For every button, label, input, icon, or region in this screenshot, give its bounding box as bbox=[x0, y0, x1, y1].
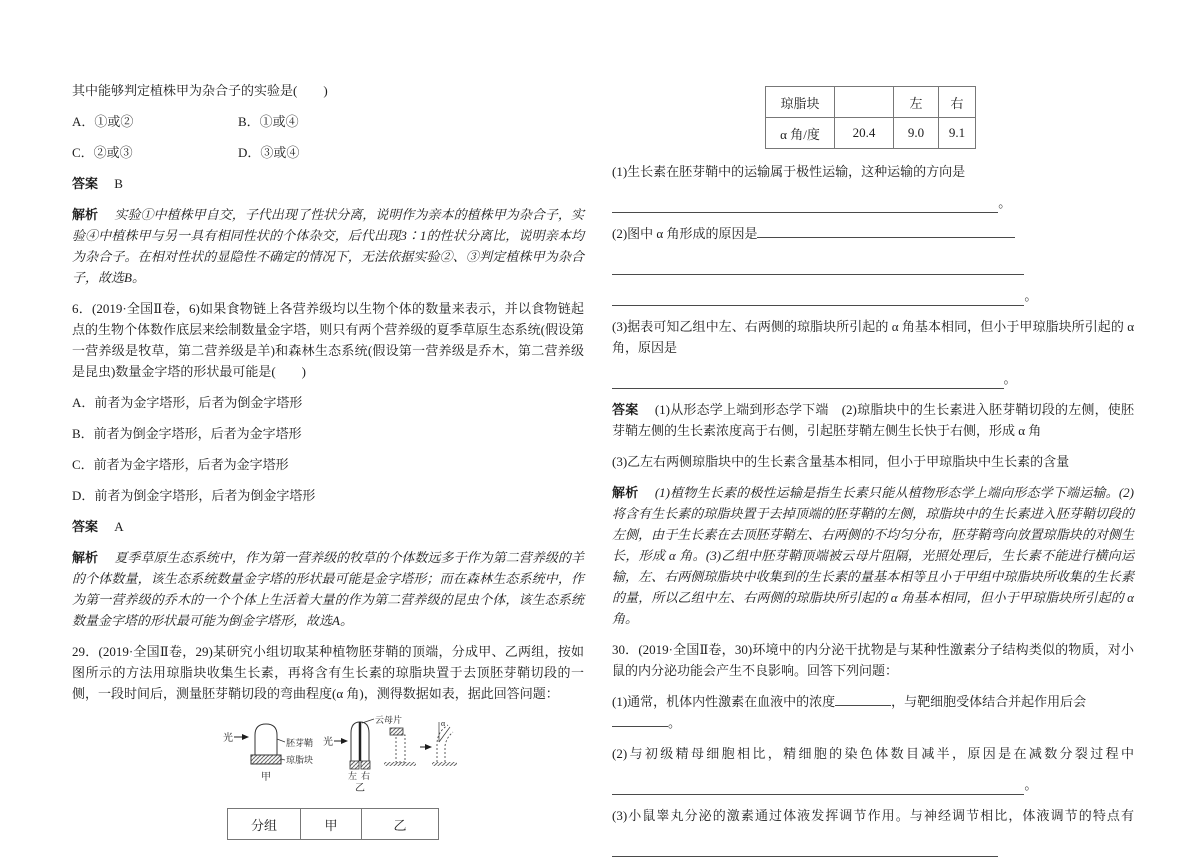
q6-option-d: D．前者为倒金字塔形，后者为倒金字塔形 bbox=[72, 488, 316, 503]
q5-stem: 其中能够判定植株甲为杂合子的实验是( ) bbox=[72, 83, 328, 98]
blank-period: 。 bbox=[1003, 371, 1017, 386]
q29-part2-blank-1 bbox=[612, 254, 1134, 275]
answer-blank-inline bbox=[612, 714, 668, 727]
q6-analysis bbox=[72, 547, 584, 631]
answer-blank-line bbox=[612, 191, 998, 213]
analysis-label: 解析 bbox=[72, 550, 99, 565]
agar-label: 琼脂块 bbox=[286, 755, 314, 765]
coleoptile-label: 胚芽鞘 bbox=[286, 738, 314, 748]
table-row bbox=[766, 118, 976, 149]
cell-value-right: 9.1 bbox=[939, 118, 976, 149]
cell-left: 左 bbox=[894, 87, 939, 118]
mica-label: 云母片 bbox=[375, 715, 403, 725]
answer-label: 答案 bbox=[612, 402, 639, 417]
light-label: 光 bbox=[323, 737, 333, 748]
blank-period: 。 bbox=[1024, 288, 1038, 303]
q29-analysis bbox=[612, 482, 1134, 629]
coleoptile-tip-shape bbox=[255, 724, 277, 755]
q6-answer bbox=[72, 516, 584, 537]
answer-blank-line bbox=[612, 835, 998, 857]
answer-blank-line bbox=[612, 773, 1024, 795]
light-label: 光 bbox=[223, 733, 233, 744]
answer-blank-line bbox=[612, 253, 1024, 275]
right-label: 右 bbox=[361, 771, 371, 781]
q29-part1-blank bbox=[612, 192, 1134, 213]
agar-angle-table bbox=[765, 86, 976, 149]
analysis-label: 解析 bbox=[612, 485, 639, 500]
q29-answer bbox=[612, 399, 1134, 441]
answer-value: B bbox=[114, 176, 123, 191]
answer-label: 答案 bbox=[72, 176, 99, 191]
cell-right: 右 bbox=[939, 87, 976, 118]
q29-part3-blank bbox=[612, 368, 1134, 389]
q29-part3-text: (3)据表可知乙组中左、右两侧的琼脂块所引起的 α 角基本相同，但小于甲琼脂块所引起的 α 角，原因是 bbox=[612, 319, 1134, 355]
cell-value-jia: 20.4 bbox=[835, 118, 894, 149]
right-column bbox=[612, 80, 1134, 867]
coleoptile-experiment-diagram bbox=[222, 714, 457, 794]
cell-empty bbox=[835, 87, 894, 118]
group-table-header-group: 分组 bbox=[228, 809, 301, 840]
answer-value: A bbox=[114, 519, 124, 534]
q30-part2-text: (2)与初级精母细胞相比，精细胞的染色体数目减半，原因是在减数分裂过程中 bbox=[612, 746, 1134, 761]
q30-part1: (1)通常，机体内性激素在血液中的浓度 ，与靶细胞受体结合并起作用后会。 bbox=[612, 694, 1087, 730]
q29-stem: 29．(2019·全国Ⅱ卷，29)某研究小组切取某种植物胚芽鞘的顶端，分成甲、乙两组，按如图所示的方法用琼脂块收集生长素，再将含有生长素的琼脂块置于去顶胚芽鞘切段的一侧，一段时间后，测量胚芽鞘切段的弯曲程度(α 角)，测得数据如表，据此回答问题： bbox=[72, 644, 584, 701]
q5-option-d: D．③或④ bbox=[238, 145, 300, 160]
group-table-header-jia: 甲 bbox=[301, 809, 362, 840]
q29-part2-blank-2 bbox=[612, 285, 1134, 306]
agar-block-right-shape bbox=[361, 761, 370, 769]
cut-coleoptile-shape bbox=[396, 735, 405, 762]
q5-option-b: B．①或④ bbox=[238, 114, 299, 129]
analysis-text: 实验①中植株甲自交，子代出现了性状分离，说明作为亲本的植株甲为杂合子，实验④中植株甲与另一具有相同性状的个体杂交，后代出现3∶1的性状分离比，说明亲本均为杂合子。在相对性状的显隐性不确定的情况下，无法依据实验②、③判定植株甲为杂合子，故选B。 bbox=[72, 207, 584, 285]
answer-text: (1)从形态学上端到形态学下端 (2)琼脂块中的生长素进入胚芽鞘切段的左侧，使胚芽鞘左侧的生长素浓度高于右侧，引起胚芽鞘左侧生长快于右侧，形成 α 角 bbox=[612, 402, 1134, 438]
alpha-angle-label: α bbox=[441, 719, 446, 728]
answer-label: 答案 bbox=[72, 519, 99, 534]
q29-answer-part3: (3)乙左右两侧琼脂块中的生长素含量基本相同，但小于甲琼脂块中生长素的含量 bbox=[612, 454, 1070, 469]
ground-shape bbox=[432, 762, 457, 766]
q5-option-c: C．②或③ bbox=[72, 145, 133, 160]
q6-option-a: A．前者为金字塔形，后者为倒金字塔形 bbox=[72, 395, 303, 410]
cell-alpha-degree: α 角/度 bbox=[766, 118, 835, 149]
q5-answer bbox=[72, 173, 584, 194]
left-column bbox=[72, 80, 584, 840]
answer-blank-inline bbox=[757, 225, 1015, 238]
q5-option-a: A．①或② bbox=[72, 114, 134, 129]
group-table-header-yi: 乙 bbox=[362, 809, 439, 840]
q6-option-b: B．前者为倒金字塔形，后者为金字塔形 bbox=[72, 426, 302, 441]
q30-part3-blank bbox=[612, 836, 1134, 857]
analysis-text: 夏季草原生态系统中，作为第一营养级的牧草的个体数远多于作为第二营养级的羊的个体数量，该生态系统数量金字塔的形状最可能是金字塔形；而在森林生态系统中，作为第一营养级的乔木的一个个体上生活着大量的作为第二营养级的昆虫个体，该生态系统数量金字塔的形状最可能为倒金字塔形，故选A。 bbox=[72, 550, 584, 628]
ground-shape bbox=[384, 762, 416, 766]
left-label: 左 bbox=[348, 771, 358, 781]
answer-blank-line bbox=[612, 284, 1024, 306]
agar-on-stump-shape bbox=[390, 728, 403, 735]
q30-part3-text: (3)小鼠睾丸分泌的激素通过体液发挥调节作用。与神经调节相比，体液调节的特点有 bbox=[612, 808, 1134, 823]
cell-value-left: 9.0 bbox=[894, 118, 939, 149]
q5-analysis bbox=[72, 204, 584, 288]
agar-block-shape bbox=[251, 755, 281, 764]
blank-period: 。 bbox=[1024, 777, 1038, 792]
table-row bbox=[766, 87, 976, 118]
group1-label: 甲 bbox=[261, 772, 271, 783]
group-table bbox=[227, 808, 439, 840]
answer-blank-line bbox=[612, 367, 1004, 389]
table-row bbox=[228, 809, 439, 840]
q6-option-c: C．前者为金字塔形，后者为金字塔形 bbox=[72, 457, 289, 472]
analysis-text: (1)植物生长素的极性运输是指生长素只能从植物形态学上端向形态学下端运输。(2)将含有生长素的琼脂块置于去掉顶端的胚芽鞘的左侧，琼脂块中的生长素进入胚芽鞘切段的左侧，由于生长素在去顶胚芽鞘左、右两侧的不均匀分布，胚芽鞘弯向放置琼脂块的对侧生长，形成 α 角。(3)乙组中胚芽鞘顶端被云母片阻隔，光照处理后，生长素不能进行横向运输，左、右两侧琼脂块中收集到的生长素的量基本相等且小于甲组中琼脂块所收集的生长素的量，所以乙组中左、右两侧的琼脂块所引起的 α 角基本相同，但小于甲琼脂块所引起的 α 角。 bbox=[612, 485, 1134, 626]
agar-block-left-shape bbox=[350, 761, 359, 769]
q29-part2-text: (2)图中 α 角形成的原因是 bbox=[612, 223, 1134, 244]
q5-options-row-1 bbox=[72, 111, 584, 132]
cell-agar-block: 琼脂块 bbox=[766, 87, 835, 118]
q30-part2-blank bbox=[612, 774, 1134, 795]
blank-period: 。 bbox=[998, 195, 1012, 210]
analysis-label: 解析 bbox=[72, 207, 99, 222]
q5-options-row-2 bbox=[72, 142, 584, 163]
q30-stem: 30．(2019·全国Ⅱ卷，30)环境中的内分泌干扰物是与某种性激素分子结构类似的物质，对小鼠的内分泌功能会产生不良影响。回答下列问题： bbox=[612, 642, 1134, 678]
group2-label: 乙 bbox=[355, 783, 365, 794]
q29-figure bbox=[222, 714, 584, 798]
q6-stem: 6．(2019·全国Ⅱ卷，6)如果食物链上各营养级均以生物个体的数量来表示，并以食物链起点的生物个体数作底层来绘制数量金字塔，则只有两个营养级的夏季草原生态系统(假设第一营养级是牧草，第二营养级是羊)和森林生态系统(假设第一营养级是乔木，第二营养级是昆虫)数量金字塔的形状最可能是( ) bbox=[72, 301, 584, 379]
q29-part1-text: (1)生长素在胚芽鞘中的运输属于极性运输，这种运输的方向是 bbox=[612, 164, 966, 179]
answer-blank-inline bbox=[835, 693, 891, 706]
